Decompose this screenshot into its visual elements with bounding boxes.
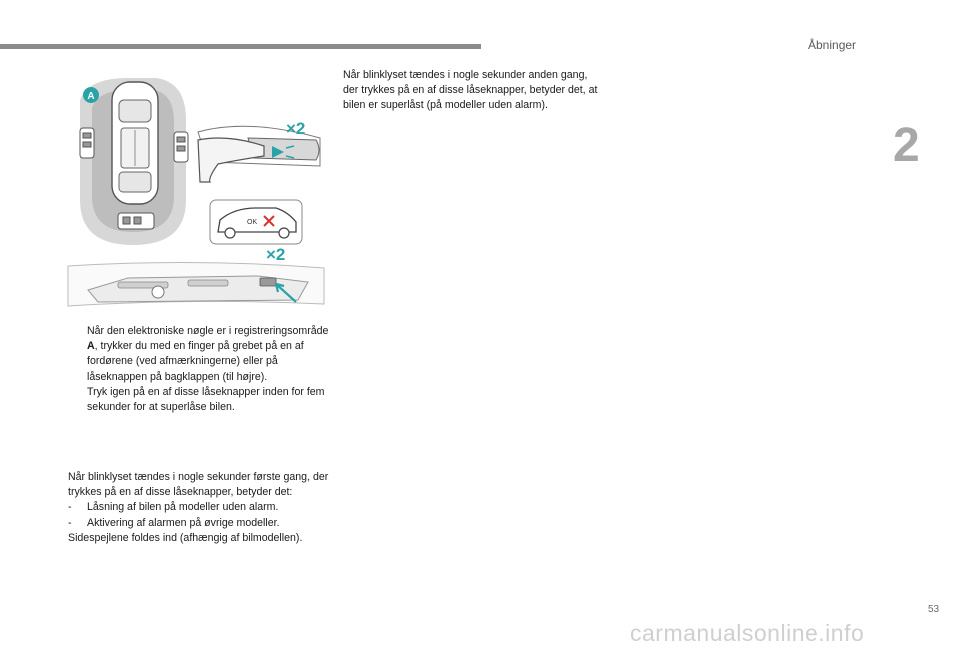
watermark: carmanualsonline.info <box>630 620 865 646</box>
keyless-locking-illustration <box>58 60 338 324</box>
tailgate-handle <box>118 213 154 229</box>
page-number: 53 <box>928 604 940 615</box>
display-ok: OK <box>247 219 258 226</box>
blink-info-intro: Når blinklyset tændes i nogle sekunder første gang, der trykkes på en af disse låseknapper, betyder det: <box>68 471 329 499</box>
section-title: Åbninger <box>808 38 857 52</box>
mirror-fold-note: Sidespejlene foldes ind (afhængig af bilmodellen). <box>68 531 303 544</box>
info-dash-item-2: - Aktivering af alarmen på øvrige modeller. <box>68 516 280 529</box>
front-left-door-handle <box>80 128 94 158</box>
press-count-handle: ×2 <box>286 119 306 138</box>
instruction-item-2: Tryk igen på en af disse låseknapper inden for fem sekunder for at superlåse bilen. <box>87 385 325 414</box>
blink-info-paragraph <box>68 470 330 546</box>
zone-label: A <box>87 91 95 102</box>
header-rule <box>0 44 481 49</box>
superlock-confirmation-text: Når blinklyset tændes i nogle sekunder anden gang, der trykkes på en af disse låseknapper, betyder det, at bilen er superlåst (på modeller uden alarm). <box>343 69 598 112</box>
info-dash-item-1: - Låsning af bilen på modeller uden alarm. <box>68 501 279 514</box>
front-right-door-handle <box>174 132 188 162</box>
instruction-item-1: Når den elektroniske nøgle er i registreringsområde A, trykker du med en finger på grebet på en af fordørene (ved afmærkningerne) eller på låseknappen på bagklappen (til højre). <box>87 325 329 383</box>
press-count-tailgate: ×2 <box>266 245 286 264</box>
instruction-list <box>68 324 330 415</box>
chapter-number: 2 <box>893 119 920 172</box>
